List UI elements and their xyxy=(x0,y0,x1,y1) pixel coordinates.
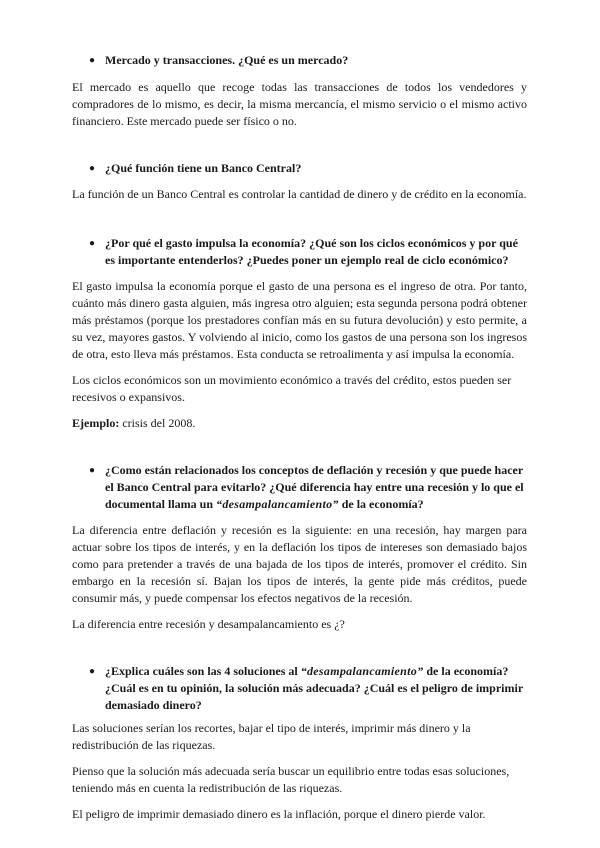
answer-paragraph: El peligro de imprimir demasiado dinero es la inflación, porque el dinero pierde valor. xyxy=(72,807,486,821)
question-text-end: de la economía? ¿Cuál es en tu opinión, la solución más adecuada? ¿Cuál es el peligro de imprimir demasiado dinero? xyxy=(105,664,523,712)
answer-paragraph: Los ciclos económicos son un movimiento económico a través del crédito, estos pueden ser recesivos o expansivos. xyxy=(72,373,512,404)
answer-paragraph: Las soluciones serían los recortes, bajar el tipo de interés, imprimir más dinero y la redistribución de las riquezas. xyxy=(72,721,471,752)
question-text-end: de la economía? xyxy=(338,497,424,511)
question-heading xyxy=(72,52,527,69)
answer-paragraph: La diferencia entre recesión y desampalancamiento es ¿? xyxy=(72,617,345,631)
bullet-icon: ● xyxy=(89,163,96,174)
question-text: Mercado y transacciones. ¿Qué es un mercado? xyxy=(105,53,349,67)
answer-paragraph: El gasto impulsa la economía porque el gasto de una persona es el ingreso de otra. Por tanto, cuánto más dinero gasta alguien, más ingresa otro alguien; esta segunda persona podrá obtener más préstamos (porque los prestadores confían más en su futura devolución) y esto permite, a su vez, mayores gastos. Y volviendo al inicio, como los gastos de una persona son los ingresos de otra, esto lleva más préstamos. Esta conducta se retroalimenta y así impulsa la economía. xyxy=(72,279,527,361)
document-body xyxy=(72,52,527,832)
question-text-start: ¿Como están relacionados los conceptos de deflación y recesión y que puede hacer el Banco Central para evitarlo? ¿Qué diferencia hay entre una recesión y lo que el documental llama un xyxy=(105,463,524,511)
answer-paragraph: La función de un Banco Central es controlar la cantidad de dinero y de crédito en la economía. xyxy=(72,187,527,201)
question-text: ¿Por qué el gasto impulsa la economía? ¿Qué son los ciclos económicos y por qué es importante entenderlos? ¿Puedes poner un ejemplo real de ciclo económico? xyxy=(105,236,518,267)
bullet-icon: ● xyxy=(89,55,96,66)
bullet-icon: ● xyxy=(89,238,96,249)
question-heading xyxy=(72,235,527,269)
bullet-icon: ● xyxy=(89,465,96,476)
question-text-start: ¿Explica cuáles son las 4 soluciones al xyxy=(105,664,301,678)
example-label: Ejemplo: xyxy=(72,416,120,430)
example-line xyxy=(72,415,527,432)
question-term: “desampalancamiento” xyxy=(216,497,339,511)
answer-paragraph: Pienso que la solución más adecuada sería buscar un equilibrio entre todas esas soluciones, teniendo más en cuenta la redistribución de las riquezas. xyxy=(72,764,510,795)
answer-paragraph: El mercado es aquello que recoge todas las transacciones de todos los vendedores y compradores de lo mismo, es decir, la misma mercancía, el mismo servicio o el mismo activo financiero. Este mercado puede ser físico o no. xyxy=(72,80,527,128)
question-term: “desampalancamiento” xyxy=(300,664,424,678)
question-heading xyxy=(72,462,527,513)
bullet-icon: ● xyxy=(89,666,96,677)
example-text: crisis del 2008. xyxy=(119,416,196,430)
question-heading xyxy=(72,663,527,714)
question-text: ¿Qué función tiene un Banco Central? xyxy=(105,161,302,175)
question-heading xyxy=(72,160,527,177)
answer-paragraph: La diferencia entre deflación y recesión es la siguiente: en una recesión, hay margen para actuar sobre los tipos de interés, y en la deflación los tipos de intereses son demasiado bajos como para pretender a través de una bajada de los tipos de interés, promover el crédito. Sin embargo en la recesión sí. Bajan los tipos de interés, la gente pide más créditos, puede consumir más, y puede compensar los efectos negativos de la recesión. xyxy=(72,523,527,605)
